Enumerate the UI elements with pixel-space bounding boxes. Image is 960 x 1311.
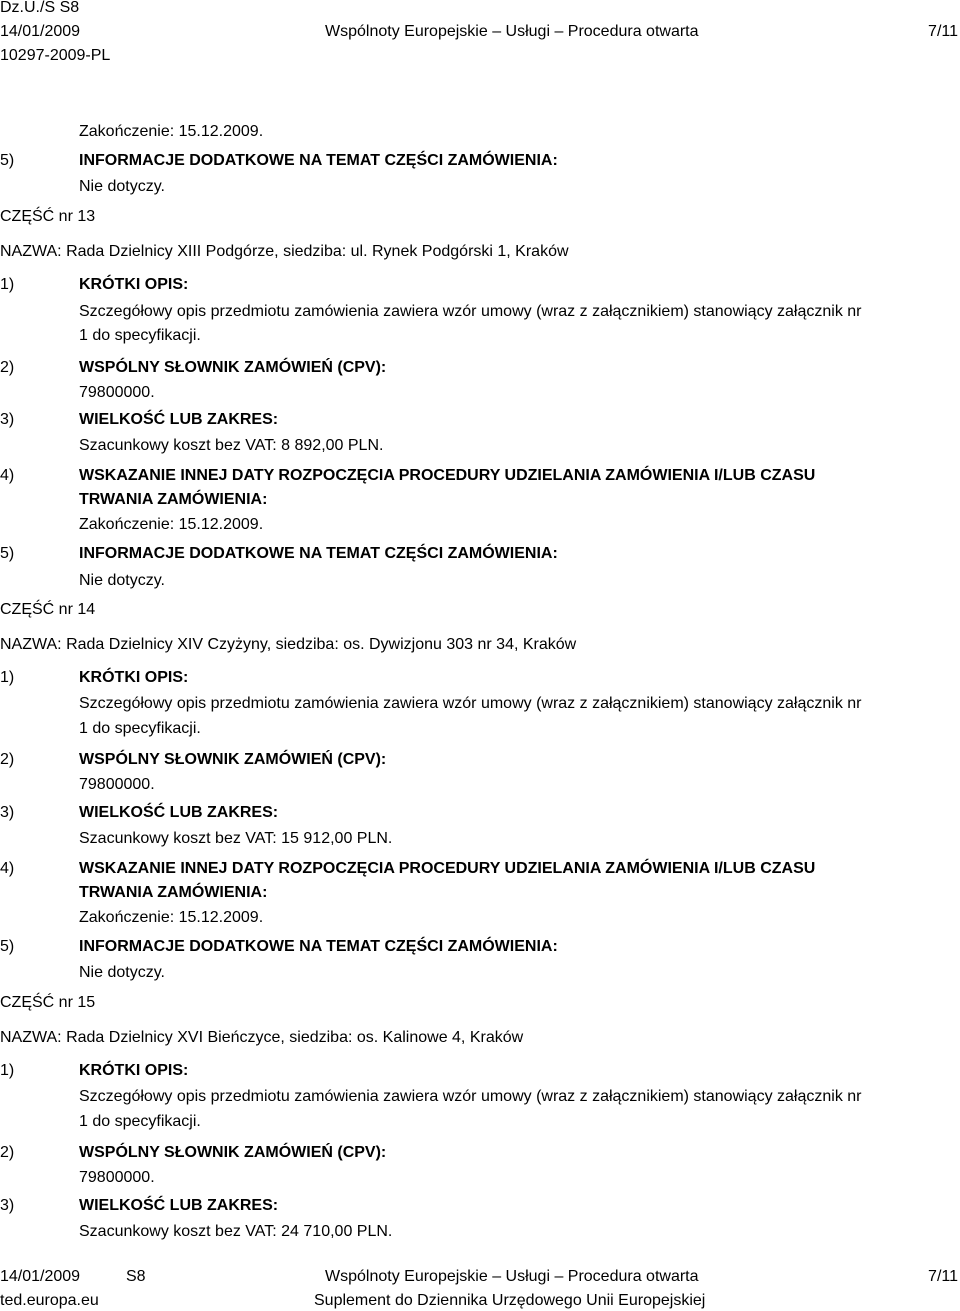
top-item5-value: Nie dotyczy. xyxy=(79,178,165,195)
footer-date: 14/01/2009 xyxy=(0,1268,81,1285)
footer-supplement: Suplement do Dziennika Urzędowego Unii Europejskiej xyxy=(314,1292,706,1309)
part-14-i3-label: WIELKOŚĆ LUB ZAKRES: xyxy=(79,804,279,821)
part-13-i3-label: WIELKOŚĆ LUB ZAKRES: xyxy=(79,411,279,428)
part-15-i2-num: 2) xyxy=(0,1144,15,1161)
part-15-i1-label: KRÓTKI OPIS: xyxy=(79,1062,189,1079)
part-14-i2-num: 2) xyxy=(0,751,15,768)
part-13-i5-value: Nie dotyczy. xyxy=(79,572,165,589)
part-13-i2-value: 79800000. xyxy=(79,384,155,401)
part-13-title: CZĘŚĆ nr 13 xyxy=(0,208,96,225)
part-15-i3-label: WIELKOŚĆ LUB ZAKRES: xyxy=(79,1197,279,1214)
part-14-i1-label: KRÓTKI OPIS: xyxy=(79,669,189,686)
part-14-i4-num: 4) xyxy=(0,860,15,877)
part-13-name: NAZWA: Rada Dzielnicy XIII Podgórze, siedziba: ul. Rynek Podgórski 1, Kraków xyxy=(0,243,569,260)
header-doc-number: 10297-2009-PL xyxy=(0,47,111,64)
part-13-i1-num: 1) xyxy=(0,276,15,293)
part-13-i4-value: Zakończenie: 15.12.2009. xyxy=(79,516,264,533)
part-15-i3-num: 3) xyxy=(0,1197,15,1214)
part-15-title: CZĘŚĆ nr 15 xyxy=(0,994,96,1011)
part-15-i1-value: Szczegółowy opis przedmiotu zamówienia zawiera wzór umowy (wraz z załącznikiem) stanowiący załącznik nr xyxy=(79,1088,862,1105)
part-13-i4-label-2: TRWANIA ZAMÓWIENIA: xyxy=(79,491,268,508)
part-13-i2-label: WSPÓLNY SŁOWNIK ZAMÓWIEŃ (CPV): xyxy=(79,359,387,376)
footer-title: Wspólnoty Europejskie – Usługi – Procedura otwarta xyxy=(325,1268,699,1285)
footer-page: 7/11 xyxy=(928,1268,958,1285)
part-13-i1-label: KRÓTKI OPIS: xyxy=(79,276,189,293)
part-14-i2-value: 79800000. xyxy=(79,776,155,793)
part-15-i2-label: WSPÓLNY SŁOWNIK ZAMÓWIEŃ (CPV): xyxy=(79,1144,387,1161)
part-13-i2-num: 2) xyxy=(0,359,15,376)
top-item5-label: INFORMACJE DODATKOWE NA TEMAT CZĘŚCI ZAMÓWIENIA: xyxy=(79,152,558,169)
part-14-i3-value: Szacunkowy koszt bez VAT: 15 912,00 PLN. xyxy=(79,830,393,847)
footer-site: ted.europa.eu xyxy=(0,1292,99,1309)
part-14-title: CZĘŚĆ nr 14 xyxy=(0,601,96,618)
part-15-i1-num: 1) xyxy=(0,1062,15,1079)
header-title: Wspólnoty Europejskie – Usługi – Procedura otwarta xyxy=(325,23,699,40)
part-13-i5-num: 5) xyxy=(0,545,15,562)
part-15-i3-value: Szacunkowy koszt bez VAT: 24 710,00 PLN. xyxy=(79,1223,393,1240)
header-page: 7/11 xyxy=(928,23,958,40)
part-14-i5-value: Nie dotyczy. xyxy=(79,964,165,981)
part-14-i1-value-2: 1 do specyfikacji. xyxy=(79,720,201,737)
part-15-i2-value: 79800000. xyxy=(79,1169,155,1186)
part-15-i1-value-2: 1 do specyfikacji. xyxy=(79,1113,201,1130)
header-journal-ref: Dz.U./S S8 xyxy=(0,0,80,16)
header-date: 14/01/2009 xyxy=(0,23,81,40)
part-14-i4-label: WSKAZANIE INNEJ DATY ROZPOCZĘCIA PROCEDURY UDZIELANIA ZAMÓWIENIA I/LUB CZASU xyxy=(79,860,816,877)
part-14-i1-num: 1) xyxy=(0,669,15,686)
part-15-name: NAZWA: Rada Dzielnicy XVI Bieńczyce, siedziba: os. Kalinowe 4, Kraków xyxy=(0,1029,524,1046)
part-13-i4-num: 4) xyxy=(0,467,15,484)
top-end-date: Zakończenie: 15.12.2009. xyxy=(79,123,264,140)
part-13-i1-value: Szczegółowy opis przedmiotu zamówienia zawiera wzór umowy (wraz z załącznikiem) stanowiący załącznik nr xyxy=(79,303,862,320)
part-14-i5-label: INFORMACJE DODATKOWE NA TEMAT CZĘŚCI ZAMÓWIENIA: xyxy=(79,938,558,955)
part-14-name: NAZWA: Rada Dzielnicy XIV Czyżyny, siedziba: os. Dywizjonu 303 nr 34, Kraków xyxy=(0,636,577,653)
part-13-i5-label: INFORMACJE DODATKOWE NA TEMAT CZĘŚCI ZAMÓWIENIA: xyxy=(79,545,558,562)
footer-series: S8 xyxy=(126,1268,146,1285)
part-14-i3-num: 3) xyxy=(0,804,15,821)
part-14-i2-label: WSPÓLNY SŁOWNIK ZAMÓWIEŃ (CPV): xyxy=(79,751,387,768)
part-13-i1-value-2: 1 do specyfikacji. xyxy=(79,327,201,344)
part-14-i4-value: Zakończenie: 15.12.2009. xyxy=(79,909,264,926)
top-item5-num: 5) xyxy=(0,152,15,169)
part-14-i5-num: 5) xyxy=(0,938,15,955)
part-14-i1-value: Szczegółowy opis przedmiotu zamówienia zawiera wzór umowy (wraz z załącznikiem) stanowiący załącznik nr xyxy=(79,695,862,712)
part-14-i4-label-2: TRWANIA ZAMÓWIENIA: xyxy=(79,884,268,901)
part-13-i3-num: 3) xyxy=(0,411,15,428)
part-13-i4-label: WSKAZANIE INNEJ DATY ROZPOCZĘCIA PROCEDURY UDZIELANIA ZAMÓWIENIA I/LUB CZASU xyxy=(79,467,816,484)
part-13-i3-value: Szacunkowy koszt bez VAT: 8 892,00 PLN. xyxy=(79,437,384,454)
